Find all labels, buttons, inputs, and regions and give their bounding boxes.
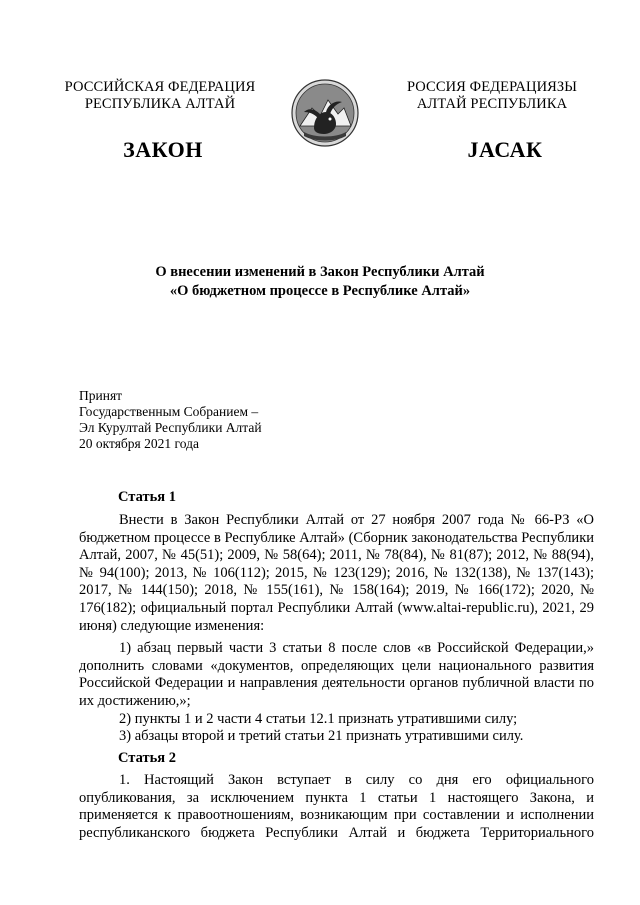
- article-1-body: [79, 512, 594, 746]
- header-right-block: [372, 79, 612, 113]
- adopted-date: 20 октября 2021 года: [79, 436, 199, 451]
- header-left-block: [40, 79, 280, 113]
- article-2-para-1: 1. Настоящий Закон вступает в силу со дня его официального опубликования, за исключением пункта 1 статьи 1 настоящего Закона, и применяется к правоотношениям, возникающим при составлении и исполнении республиканского бюджета Республики Алтай и бюджета Территориального: [79, 772, 594, 841]
- adopted-by: Государственным Собранием –: [79, 404, 259, 419]
- adopted-label: Принят: [79, 388, 123, 403]
- title-line-1: О внесении изменений в Закон Республики Алтай: [155, 264, 485, 280]
- document-title: [80, 263, 560, 301]
- article-1-item-3: 3) абзацы второй и третий статьи 21 признать утратившими силу.: [119, 728, 524, 745]
- country-name-ru: РОССИЙСКАЯ ФЕДЕРАЦИЯ: [64, 79, 256, 95]
- republic-name-alt: АЛТАЙ РЕСПУБЛИКА: [416, 96, 568, 112]
- altai-republic-emblem-icon: [290, 78, 360, 148]
- article-2-heading: Статья 2: [118, 750, 176, 766]
- law-label-ru: ЗАКОН: [123, 137, 203, 162]
- country-name-alt: РОССИЯ ФЕДЕРАЦИЯЗЫ: [406, 79, 578, 95]
- article-2-body: [79, 772, 594, 842]
- republic-name-ru: РЕСПУБЛИКА АЛТАЙ: [84, 96, 236, 112]
- title-line-2: «О бюджетном процессе в Республике Алтай»: [169, 283, 471, 299]
- article-1-item-1: 1) абзац первый части 3 статьи 8 после слов «в Российской Федерации,» дополнить словами «документов, определяющих цели национального развития Российской Федерации и направления деятельности органов публичной власти по их достижению,»;: [79, 640, 594, 709]
- law-label-alt: ЈАСАК: [467, 137, 543, 162]
- article-1-item-2: 2) пункты 1 и 2 части 4 статьи 12.1 признать утратившими силу;: [119, 710, 518, 727]
- article-1-intro: Внести в Закон Республики Алтай от 27 ноября 2007 года № 66-РЗ «О бюджетном процессе в Республике Алтай» (Сборник законодательства Республики Алтай, 2007, № 45(51); 2009, № 58(64); 2011, № 78(84), № 81(87); 2012, № 88(94), № 94(100); 2013, № 106(112); 2015, № 123(129); 2016, № 132(138), № 137(143); 2017, № 144(150); 2018, № 155(161), № 158(164); 2019, № 166(172); 2020, № 176(182); официальный портал Республики Алтай (www.altai-republic.ru), 2021, 29 июня) следующие изменения:: [79, 512, 594, 634]
- adopted-by-name: Эл Курултай Республики Алтай: [79, 420, 262, 435]
- adoption-info: [79, 388, 339, 452]
- article-1-heading: Статья 1: [118, 489, 176, 505]
